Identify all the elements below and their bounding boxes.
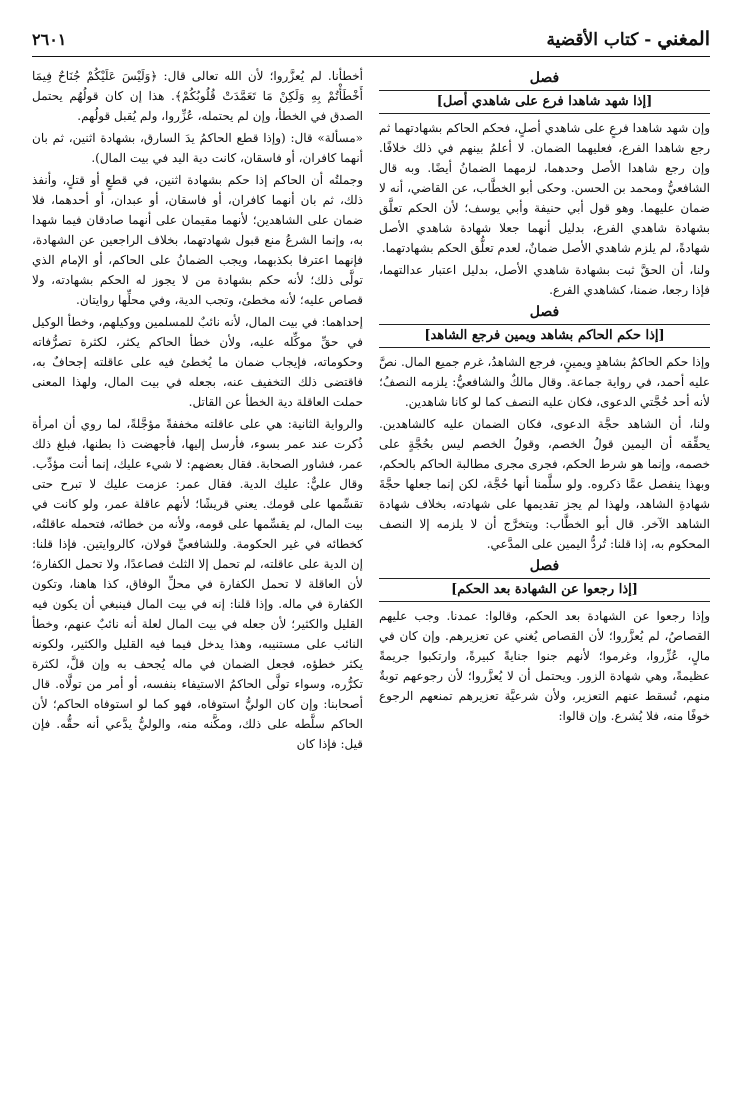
paragraph: وإن شهد شاهدا فرعٍ على شاهدي أصلٍ، فحكم الحاكم بشهادتهما ثم رجع شاهدا الفرع، فعليهما الضمان. لا أعلمُ بينهم في ذلك خلافًا. وإن رجع شاهدا الأصل وحدهما، لزمهما الضمانُ أيضًا. وبه قال الشافعيُّ ومحمد بن الحسن. وحكى أبو الخطَّاب، عن القاضي، أنه لا ضمان عليهما. وهو قول أبي حنيفة وأبي يوسف؛ لأن الحكم تعلَّق بشهادة شاهدي الفرع، بدليل أنهما جعلا شهادة شاهدي الأصل شهادةً، لم يلزم شاهدي الأصل ضمانٌ، لعدم تعلُّق الحكم بشهادتهما. — [379, 121, 710, 255]
running-header — [32, 28, 710, 57]
section-heading: [إذا شهد شاهدا فرع على شاهدي أصل] — [379, 90, 710, 114]
paragraph: وإذا حكم الحاكمُ بشاهدٍ ويمينٍ، فرجع الشاهدُ، غرم جميع المال. نصَّ عليه أحمد، في رواية جماعة. وقال مالكٌ والشافعيُّ: يلزمه النصفُ؛ لأنه أحد حُجَّتي الدعوى، فكان عليه النصف كما لو كانا شاهدين. — [379, 355, 710, 409]
paragraph: «مسألة» قال: (وإذا قطع الحاكمُ يدَ السارق، بشهادة اثنين، ثم بان أنهما كافران، أو فاسقان، كانت دية اليد في بيت المال). — [32, 131, 363, 165]
page-number: ٢٦٠١ — [32, 30, 67, 49]
book-title: المغني — [657, 28, 710, 50]
fasl-heading: فصل — [529, 70, 560, 86]
paragraph: والرواية الثانية: هي على عاقلته مخففةً مؤجَّلةً، لما روي أن امرأة ذُكرت عند عمر بسوء، فأرسل إليها، فأجهضت ذا بطنها، فبلغ ذلك عمر، فشاور الصحابة. فقال بعضهم: لا شيء عليك، إنما أنت مؤدِّب. وقال عليٌّ: عليك الدية. فقال عمر: عزمت عليك لا تبرح حتى تقسِّمها على قومك. يعني قريشًا؛ لأنهم عاقلة عمر، ولو كانت في بيت المال، لم يقسِّمها على قومه، ولأنه من خطائه، فتحمله عاقلتُه، كخطائه في غير الحكومة. وللشافعيِّ قولان، كالروايتين. فإذا قلنا: إن الدية على عاقلته، لم تحمل إلا الثلث فصاعدًا، ولا تحمل الكفارة؛ لأن العاقلة لا تحمل الكفارة في محلِّ الوفاق، كذا هاهنا، وتكون الكفارة في ماله. وإذا قلنا: إنه في بيت المال فينبغي أن يكون فيه القليل والكثير؛ لأن جعله في بيت المال لعلة أنه نائبٌ عنهم، وخطأ النائب على مستنيبه، وهذا يدخل فيما فيه القليل والكثير، ولكونه يكثر خطؤه، فجعل الضمان في ماله يُجحف به وإن قلَّ، لكثرة تكرُّره، وسواء تولَّى الحاكمُ الاستيفاء بنفسه، أو أمر من تولَّاه. قال أصحابنا: وإن كان الوليُّ استوفاه، فهو كما لو استوفاه الحاكم؛ لأن الحاكم سلَّطه على ذلك، ومكَّنه منه، والوليُّ يدَّعي أنه حقُّه. فإن قيل: فإذا كان — [32, 417, 363, 751]
left-column — [32, 66, 363, 1075]
section-heading: [إذا رجعوا عن الشهادة بعد الحكم] — [379, 578, 710, 602]
paragraph: أخطأنا. لم يُعزَّروا؛ لأن الله تعالى قال: ﴿وَلَيْسَ عَلَيْكُمْ جُنَاحٌ فِيمَا أَخْطَأْتُمْ بِهِ وَلَكِنْ مَا تَعَمَّدَتْ قُلُوبُكُمْ﴾. هذا إن كان قولُهُم يحتمل الصدق في الخطأ، وإن لم يحتمله، عُزِّروا، ولم يُقبل قولُهم. — [32, 69, 363, 123]
fasl-heading: فصل — [529, 304, 560, 320]
paragraph: ولنا، أن الحقَّ ثبت بشهادة شاهدي الأصل، بدليل اعتبار عدالتهما، فإذا رجعا، ضمنا، كشاهدي الفرع. — [379, 263, 710, 297]
paragraph: إحداهما: في بيت المال، لأنه نائبٌ للمسلمين ووكيلهم، وخطأ الوكيل في حقِّ موكِّله عليه، ولأن خطأ الحاكم يكثر، لكثرة تصرُّفاته وحكوماته، فإيجاب ضمان ما يُخطئ فيه على عاقلته إجحافٌ به، فاقتضى ذلك التخفيف عنه، بجعله في بيت المال، ولهذا المعنى حملت العاقلة دية الخطأ عن القاتل. — [32, 315, 363, 409]
chapter-title: كتاب الأقضية — [546, 30, 639, 50]
section-heading: [إذا حكم الحاكم بشاهد ويمين فرجع الشاهد] — [379, 324, 710, 348]
paragraph: وجملتُه أن الحاكم إذا حكم بشهادة اثنين، في قطعٍ أو قتلٍ، وأنفذ ذلك، ثم بان أنهما كافران، أو فاسقان، أو عبدان، أو أحدهما، فلا ضمان على الشاهدين؛ لأنهما مقيمان على أنهما صادقان فيما شهدا به، وإنما الشرعُ منع قبول شهادتهما، بخلاف الراجعين عن الشهادة، فإنهما اعترفا بكذبهما، ويجب الضمانُ على الحاكم، أو الإمام الذي تولَّى ذلك؛ لأنه حكم بشهادة من لا يجوز له الحكم بشهادته، ولا قصاص عليه؛ لأنه مخطئ، وتجب الدية، وفي محلِّها روايتان. — [32, 173, 363, 307]
running-title: المغني - كتاب الأقضية — [546, 28, 710, 50]
text-columns — [32, 66, 710, 1075]
paragraph: ولنا، أن الشاهد حجَّة الدعوى، فكان الضمان عليه كالشاهدين. يحقِّقه أن اليمين قولُ الخصم، وقولُ الخصم ليس بحُجَّةٍ على خصمه، وإنما هو شرط الحكم، فجرى مجرى مطالبة الحاكم بالحكم، وبهذا ينفصل عمَّا ذكروه. ولو سلَّمنا أنها حُجَّة، لكن إنما جعلها حجَّةَ شهادةِ الشاهد، ولهذا لم يجز تقديمها على شهادته، بخلاف شهادة الشاهد الآخر. قال أبو الخطَّاب: ويتخرَّج أن لا يلزمه إلا النصف المحكوم به، إذا قلنا: تُردُّ اليمين على المدَّعي. — [379, 417, 710, 551]
paragraph: وإذا رجعوا عن الشهادة بعد الحكم، وقالوا: عمدنا. وجب عليهم القصاصُ، لم يُعزَّروا؛ لأن القصاص يُغني عن تعزيرهم. وإن كان في مالٍ، عُزِّروا، وغرموا؛ لأنهم جنوا جنايةً كبيرةً، وارتكبوا جريمةً عظيمةً، وهي شهادة الزور. ويحتمل أن لا يُعزَّروا؛ لأن رجوعهم توبةٌ منهم، تُسقط عنهم التعزير، ولأن شرعيَّة تعزيرهم تمنعهم الرجوع خوفًا منه، فلا يُشرع. وإن قالوا: — [379, 609, 710, 723]
right-column — [379, 66, 710, 1075]
fasl-heading: فصل — [529, 558, 560, 574]
